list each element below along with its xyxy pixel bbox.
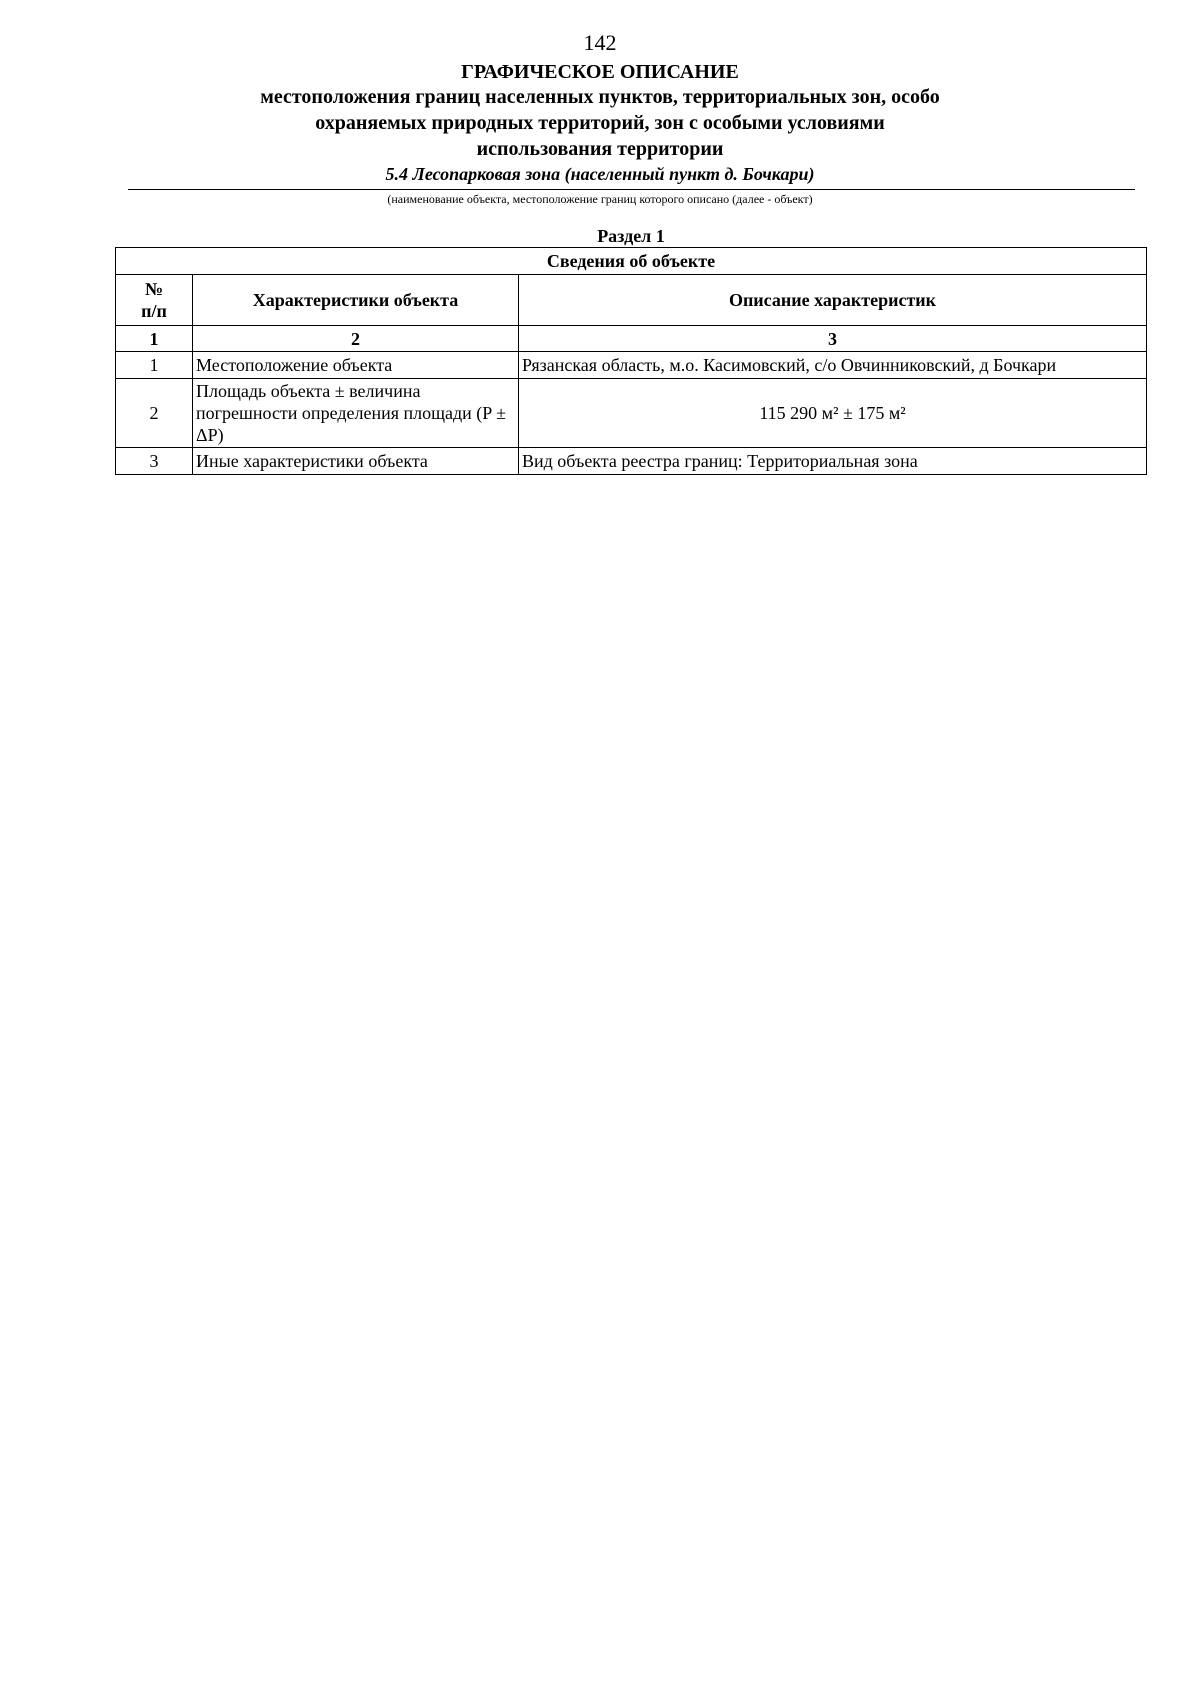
row-description: Вид объекта реестра границ: Территориальная зона (519, 448, 1147, 475)
row-number: 1 (116, 352, 193, 379)
table-row (116, 448, 1147, 475)
table-caption: Сведения об объекте (116, 248, 1147, 275)
column-header-number-line1: № (144, 279, 164, 299)
object-name: 5.4 Лесопарковая зона (населенный пункт д. Бочкари) (385, 164, 815, 184)
column-header-description: Описание характеристик (519, 275, 1147, 326)
section-title: Раздел 1 (597, 226, 665, 246)
row-number: 2 (116, 379, 193, 448)
document-subtitle: местоположения границ населенных пунктов, территориальных зон, особо охраняемых природных территорий, зон с особыми условиями использования территории (260, 86, 940, 160)
row-number: 3 (116, 448, 193, 475)
object-name-underline (128, 189, 1135, 190)
document-title: ГРАФИЧЕСКОЕ ОПИСАНИЕ (461, 61, 739, 83)
row-characteristic: Местоположение объекта (193, 352, 519, 379)
object-info-table (115, 247, 1147, 475)
column-index-2: 2 (193, 326, 519, 352)
column-header-number (116, 275, 193, 326)
table-caption-row (116, 248, 1147, 275)
page-number: 142 (583, 30, 617, 55)
object-name-caption: (наименование объекта, местоположение границ которого описано (далее - объект) (387, 192, 813, 206)
column-index-1: 1 (116, 326, 193, 352)
row-description: Рязанская область, м.о. Касимовский, с/о Овчинниковский, д Бочкари (519, 352, 1147, 379)
column-header-characteristic: Характеристики объекта (193, 275, 519, 326)
row-description: 115 290 м² ± 175 м² (519, 379, 1147, 448)
column-index-3: 3 (519, 326, 1147, 352)
table-row (116, 379, 1147, 448)
table-row (116, 352, 1147, 379)
row-characteristic: Иные характеристики объекта (193, 448, 519, 475)
row-characteristic: Площадь объекта ± величина погрешности определения площади (P ± ΔP) (193, 379, 519, 448)
column-index-row (116, 326, 1147, 352)
column-header-number-line2: п/п (141, 301, 167, 321)
table-header-row (116, 275, 1147, 326)
